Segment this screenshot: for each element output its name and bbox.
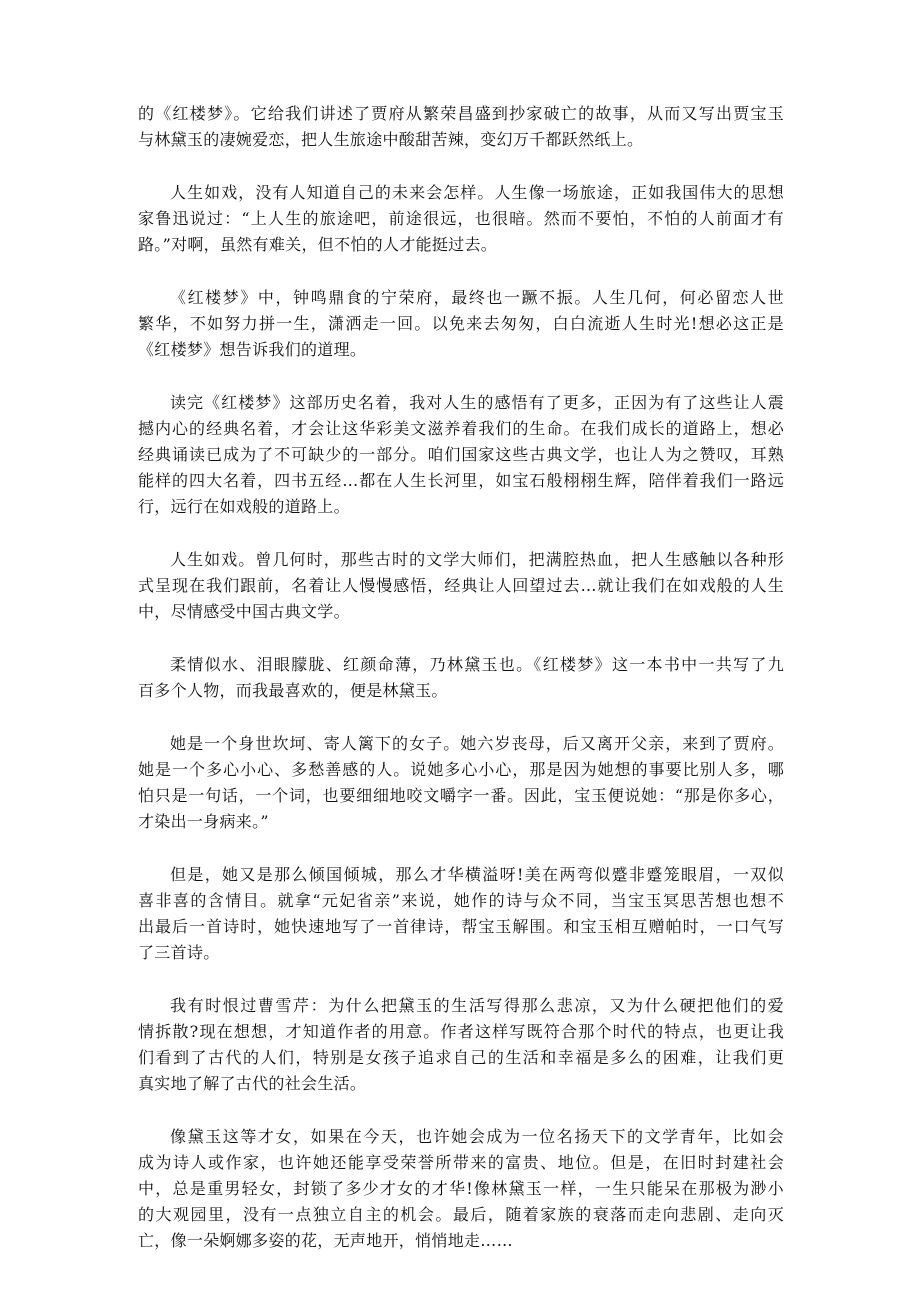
paragraph-4 <box>138 390 784 520</box>
text-line: 的《红楼梦》。它给我们讲述了贾府从繁荣昌盛到抄家破亡的故事，从而又写出贾宝玉 <box>138 104 784 123</box>
text-line: 式呈现在我们跟前，名着让人慢慢感悟，经典让人回望过去…就让我们在如戏般的人生 <box>138 576 784 595</box>
text-line: 繁华，不如努力拼一生，潇洒走一回。以免来去匆匆，白白流逝人生时光!想必这正是 <box>138 314 784 333</box>
text-line: 喜非喜的含情目。就拿“元妃省亲”来说，她作的诗与众不同，当宝玉冥思苦想也想不 <box>138 891 784 910</box>
text-line: 能样的四大名着，四书五经…都在人生长河里，如宝石般栩栩生辉，陪伴着我们一路远 <box>138 471 784 490</box>
text-line: 真实地了解了古代的社会生活。 <box>138 1074 367 1093</box>
text-line: 亡，像一朵婀娜多姿的花，无声地开，悄悄地走…… <box>138 1231 513 1250</box>
text-line: 了三首诗。 <box>138 943 220 962</box>
text-line: 才染出一身病来。” <box>138 812 269 831</box>
paragraph-10 <box>138 1124 784 1254</box>
text-line: 但是，她又是那么倾国倾城，那么才华横溢呀!美在两弯似蹙非蹙笼眼眉，一双似 <box>170 865 784 884</box>
paragraph-6 <box>138 652 784 704</box>
paragraph-8 <box>138 862 784 966</box>
text-line: 柔情似水、泪眼朦胧、红颜命薄，乃林黛玉也。《红楼梦》这一本书中一共写了九 <box>170 655 784 674</box>
paragraph-2 <box>138 180 784 258</box>
text-line: 我有时恨过曹雪芹：为什么把黛玉的生活写得那么悲凉，又为什么硬把他们的爱 <box>170 996 784 1015</box>
paragraph-1 <box>138 101 784 153</box>
text-line: 百多个人物，而我最喜欢的，便是林黛玉。 <box>138 681 448 700</box>
text-line: 怕只是一句话，一个词，也要细细地咬文嚼字一番。因此，宝玉便说她：“那是你多心， <box>138 786 784 805</box>
text-line: 们看到了古代的人们，特别是女孩子追求自己的生活和幸福是多么的困难，让我们更 <box>138 1048 784 1067</box>
text-line: 经典诵读已成为了不可缺少的一部分。咱们国家这些古典文学，也让人为之赞叹，耳熟 <box>138 445 784 464</box>
text-line: 《红楼梦》想告诉我们的道理。 <box>138 340 367 359</box>
paragraph-7 <box>138 731 784 835</box>
text-line: 出最后一首诗时，她快速地写了一首律诗，帮宝玉解围。和宝玉相互赠帕时，一口气写 <box>138 917 784 936</box>
text-line: 中，总是重男轻女，封锁了多少才女的才华!像林黛玉一样，一生只能呆在那极为渺小 <box>138 1179 784 1198</box>
text-line: 撼内心的经典名着，才会让这华彩美文滋养着我们的生命。在我们成长的道路上，想必 <box>138 419 784 438</box>
text-line: 的大观园里，没有一点独立自主的机会。最后，随着家族的衰落而走向悲剧、走向灭 <box>138 1205 784 1224</box>
text-line: 像黛玉这等才女，如果在今天，也许她会成为一位名扬天下的文学青年，比如会 <box>170 1127 784 1146</box>
text-line: 家鲁迅说过：“上人生的旅途吧，前途很远，也很暗。然而不要怕，不怕的人前面才有 <box>138 209 784 228</box>
text-line: 路。”对啊，虽然有难关，但不怕的人才能挺过去。 <box>138 235 498 254</box>
text-line: 人生如戏。曾几何时，那些古时的文学大师们，把满腔热血，把人生感触以各种形 <box>170 550 784 569</box>
text-line: 《红楼梦》中，钟鸣鼎食的宁荣府，最终也一蹶不振。人生几何，何必留恋人世 <box>170 288 784 307</box>
essay-body <box>138 101 784 1281</box>
text-line: 她是一个多心小心、多愁善感的人。说她多心小心，那是因为她想的事要比别人多，哪 <box>138 760 784 779</box>
paragraph-9 <box>138 993 784 1097</box>
text-line: 人生如戏，没有人知道自己的未来会怎样。人生像一场旅途，正如我国伟大的思想 <box>170 183 784 202</box>
text-line: 她是一个身世坎坷、寄人篱下的女子。她六岁丧母，后又离开父亲，来到了贾府。 <box>170 734 784 753</box>
paragraph-5 <box>138 547 784 625</box>
text-line: 行，远行在如戏般的道路上。 <box>138 497 350 516</box>
text-line: 读完《红楼梦》这部历史名着，我对人生的感悟有了更多，正因为有了这些让人震 <box>170 393 784 412</box>
paragraph-3 <box>138 285 784 363</box>
text-line: 中，尽情感受中国古典文学。 <box>138 602 350 621</box>
text-line: 成为诗人或作家，也许她还能享受荣誉所带来的富贵、地位。但是，在旧时封建社会 <box>138 1153 784 1172</box>
text-line: 情拆散?现在想想，才知道作者的用意。作者这样写既符合那个时代的特点，也更让我 <box>138 1022 784 1041</box>
text-line: 与林黛玉的凄婉爱恋，把人生旅途中酸甜苦辣，变幻万千都跃然纸上。 <box>138 130 644 149</box>
